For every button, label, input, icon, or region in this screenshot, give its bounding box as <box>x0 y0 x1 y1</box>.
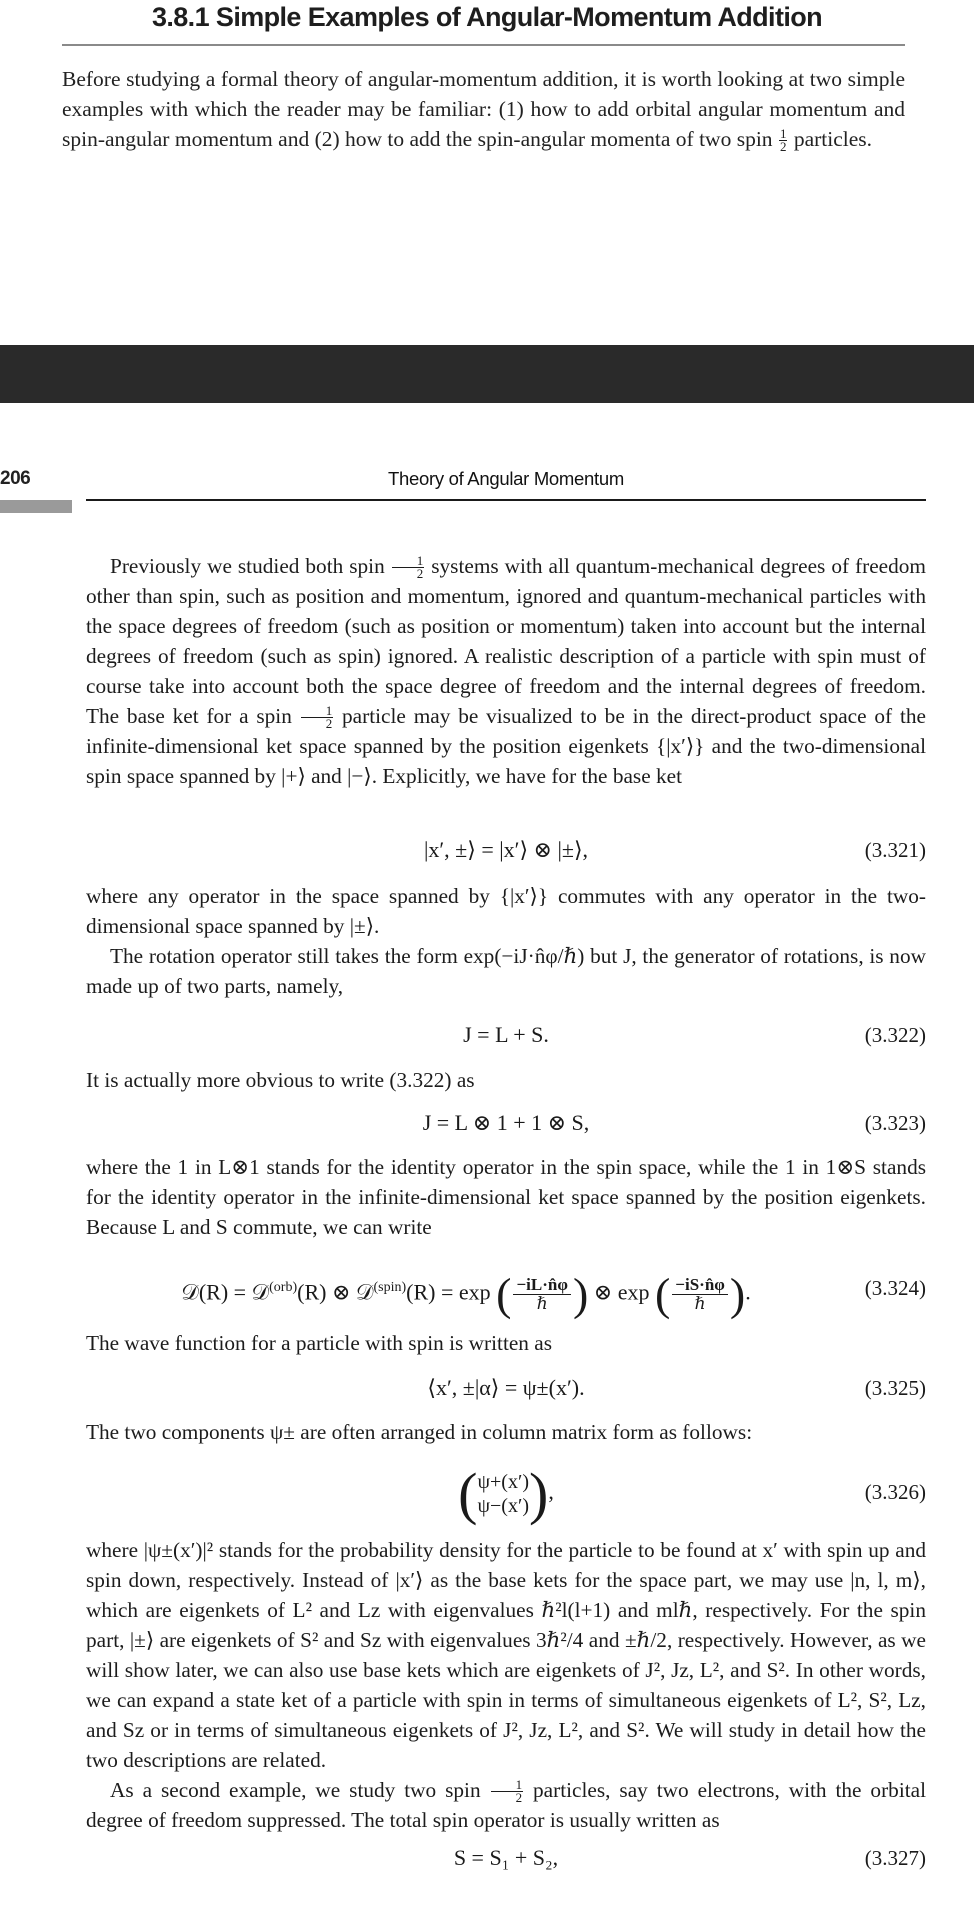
equation-formula: S = S₁ + S₂, <box>453 1845 559 1870</box>
intro-text-a: Before studying a formal theory of angular-momentum addition, it is worth looking at two simple examples with which the reader may be familiar: (1) how to add orbital angular momentum and spin-angular momentum and (2) how to add the spin-angular momenta of two spin <box>62 67 905 151</box>
paragraph-8: where |ψ±(x′)|² stands for the probability density for the particle to be found at x′ with spin up and spin down, respectively. Instead of |x′⟩ as the base kets for the space part, we may use |n, l, m⟩, which are eigenkets of L² and Lz with eigenvalues ℏ²l(l+1) and mlℏ, respectively. For the spin part, |±⟩ are eigenkets of S² and Sz with eigenvalues 3ℏ²/4 and ±ℏ/2, respectively. However, as we will show later, we can also use base kets which are eigenkets of J², Jz, L², and S². In other words, we can expand a state ket of a particle with spin in terms of simultaneous eigenkets of L², S², Lz, and Sz or in terms of simultaneous eigenkets of J², Jz, L², and S². We will study in detail how the two descriptions are related. <box>86 1538 926 1772</box>
equation-3-327 <box>86 1838 926 1878</box>
page-edge-tab <box>0 500 72 513</box>
paragraph-3: The rotation operator still takes the form exp(−iJ·n̂φ/ℏ) but J, the generator of rotations, is now made up of two parts, namely, <box>86 944 926 998</box>
paragraph-5: where the 1 in L⊗1 stands for the identity operator in the spin space, while the 1 in 1⊗S stands for the identity operator in the infinite-dimensional ket space spanned by the position eigenkets. Because L and S commute, we can write <box>86 1155 926 1239</box>
running-head: Theory of Angular Momentum <box>388 468 624 489</box>
page-number: 206 <box>0 468 31 489</box>
equation-number: (3.321) <box>864 838 926 862</box>
fraction-spin: $\frac{-iS\cdot n̂\varphi}{\text{ℏ}}$ <box>672 1276 728 1313</box>
equation-3-325 <box>86 1368 926 1408</box>
equation-3-323 <box>86 1103 926 1143</box>
equation-3-321 <box>86 830 926 870</box>
page-separator-band <box>0 345 974 403</box>
title-rule <box>62 44 905 46</box>
equation-3-322 <box>86 1015 926 1055</box>
header-rule <box>86 499 926 501</box>
intro-text-b: particles. <box>793 127 873 151</box>
paragraph-2: where any operator in the space spanned by {|x′⟩} commutes with any operator in the two-dimensional space spanned by |±⟩. <box>86 884 926 938</box>
equation-3-326 <box>86 1460 926 1526</box>
equation-formula: J = L + S. <box>463 1022 549 1047</box>
equation-formula: ( ψ+(x′) ψ−(x′) ), <box>458 1460 554 1526</box>
equation-number: (3.324) <box>864 1276 926 1300</box>
equation-3-324 <box>86 1266 926 1320</box>
paragraph-4: It is actually more obvious to write (3.322) as <box>86 1068 475 1092</box>
intro-paragraph <box>62 64 905 154</box>
equation-formula: 𝒟(R) = 𝒟$^{(orb)}$(R) ⊗ 𝒟$^{(spin)}$(R) = exp ( $\frac{-iL\cdot n̂\varphi}{\text{ℏ}}$ ) ⊗ exp ( $\frac{-iS\cdot n̂\varphi}{\text{ℏ}}$ ). <box>181 1268 751 1320</box>
section-title: 3.8.1 Simple Examples of Angular-Momentum Addition <box>151 2 823 32</box>
fraction-orbital: $\frac{-iL\cdot n̂\varphi}{\text{ℏ}}$ <box>513 1276 570 1313</box>
equation-number: (3.326) <box>864 1480 926 1504</box>
paragraph-1: Previously we studied both spin $\frac{1}{2}$ systems with all quantum-mechanical degrees of freedom other than spin, such as position and momentum, ignored and quantum-mechanical particles with the space degrees of freedom (such as position or momentum) taken into account but the internal degrees of freedom (such as spin) ignored. A realistic description of a particle with spin must of course take into account both the space degree of freedom and the internal degrees of freedom. The base ket for a spin $\frac{1}{2}$ particle may be visualized to be in the direct-product space of the infinite-dimensional ket space spanned by the position eigenkets {|x′⟩} and the two-dimensional spin space spanned by |+⟩ and |−⟩. Explicitly, we have for the base ket <box>86 552 926 788</box>
equation-number: (3.325) <box>864 1376 926 1400</box>
half-fraction: $\frac{1}{2}$ <box>392 555 425 580</box>
equation-formula: ⟨x′, ±|α⟩ = ψ±(x′). <box>427 1375 585 1400</box>
half-fraction: $\frac{1}{2}$ <box>491 1779 524 1804</box>
equation-number: (3.327) <box>864 1846 926 1870</box>
equation-number: (3.323) <box>864 1111 926 1135</box>
column-vector: ψ+(x′) ψ−(x′) <box>477 1470 529 1517</box>
paragraph-6: The wave function for a particle with spin is written as <box>86 1331 553 1355</box>
equation-formula: J = L ⊗ 1 + 1 ⊗ S, <box>422 1110 590 1135</box>
half-fraction: $\frac{1}{2}$ <box>779 125 787 154</box>
half-fraction: $\frac{1}{2}$ <box>301 705 334 730</box>
paragraph-9: As a second example, we study two spin $\frac{1}{2}$ particles, say two electrons, with the orbital degree of freedom suppressed. The total spin operator is usually written as <box>86 1776 927 1832</box>
equation-number: (3.322) <box>864 1023 926 1047</box>
paragraph-7: The two components ψ± are often arranged in column matrix form as follows: <box>86 1420 753 1444</box>
equation-formula: |x′, ±⟩ = |x′⟩ ⊗ |±⟩, <box>423 837 589 862</box>
